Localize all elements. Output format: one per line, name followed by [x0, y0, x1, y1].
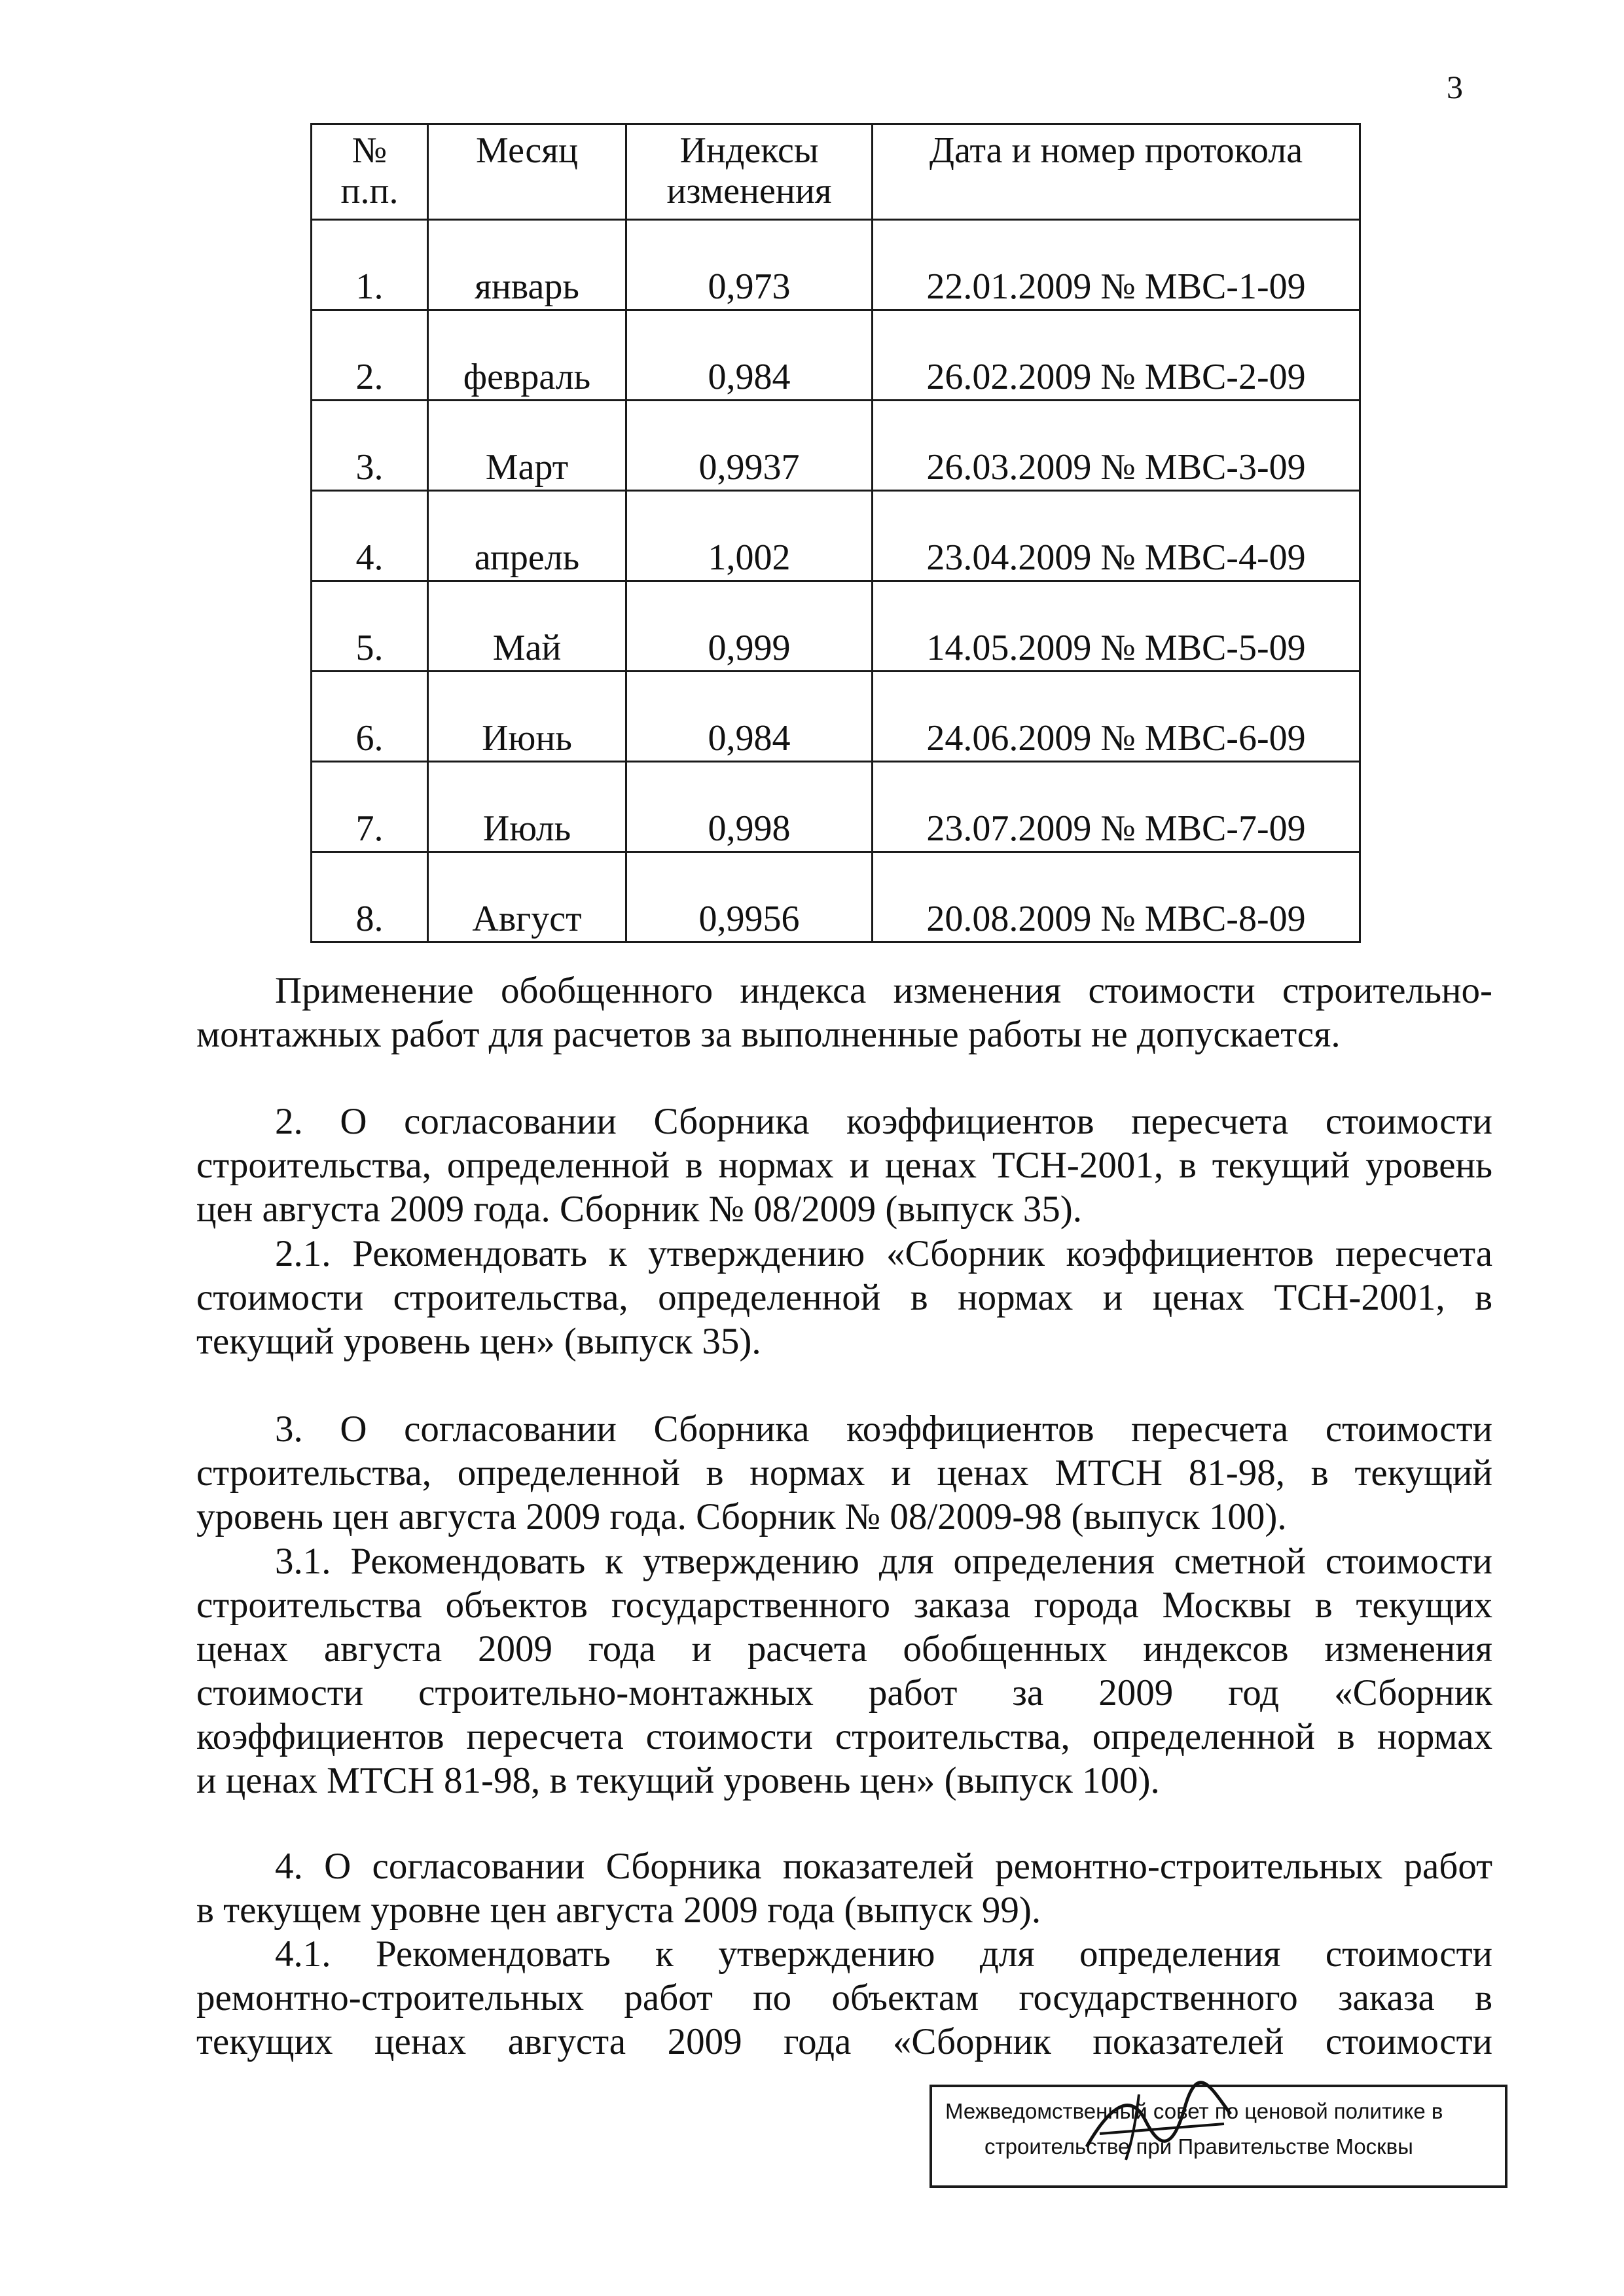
table-row — [312, 581, 1360, 672]
cell-number: 8. — [312, 852, 428, 942]
text-line: 4. О согласовании Сборника показателей ремонтно-строительных работ — [275, 1846, 1492, 1887]
table-row — [312, 401, 1360, 491]
text-line: ценах августа 2009 года и расчета обобщенных индексов изменения — [196, 1628, 1492, 1670]
signature — [1074, 2075, 1244, 2166]
cell-index: 1,002 — [626, 491, 873, 581]
cell-index: 0,998 — [626, 762, 873, 852]
text-line: и ценах МТСН 81-98, в текущий уровень цен» (выпуск 100). — [196, 1760, 1160, 1801]
text-line: уровень цен августа 2009 года. Сборник № 08/2009-98 (выпуск 100). — [196, 1496, 1287, 1537]
cell-number: 7. — [312, 762, 428, 852]
text-line: ремонтно-строительных работ по объектам государственного заказа в — [196, 1977, 1492, 2018]
text-line: 3. О согласовании Сборника коэффициентов пересчета стоимости — [275, 1408, 1492, 1450]
cell-number: 2. — [312, 310, 428, 401]
cell-protocol: 26.03.2009 № МВС-3-09 — [873, 401, 1360, 491]
cell-index: 0,984 — [626, 310, 873, 401]
page-number: 3 — [1447, 69, 1463, 105]
cell-month: Июль — [428, 762, 626, 852]
cell-month: февраль — [428, 310, 626, 401]
table-row — [312, 220, 1360, 310]
cell-index: 0,984 — [626, 672, 873, 762]
header-protocol: Дата и номер протокола — [873, 124, 1360, 220]
text-line: текущий уровень цен» (выпуск 35). — [196, 1321, 761, 1362]
cell-number: 1. — [312, 220, 428, 310]
text-line: Применение обобщенного индекса изменения стоимости строительно- — [275, 970, 1492, 1011]
text-line: монтажных работ для расчетов за выполненные работы не допускается. — [196, 1014, 1341, 1055]
cell-protocol: 22.01.2009 № МВС-1-09 — [873, 220, 1360, 310]
table-row — [312, 852, 1360, 942]
cell-number: 4. — [312, 491, 428, 581]
paragraph-section-3 — [196, 1407, 1492, 1539]
cell-protocol: 26.02.2009 № МВС-2-09 — [873, 310, 1360, 401]
index-table — [310, 123, 1361, 943]
cell-index: 0,9937 — [626, 401, 873, 491]
cell-protocol: 14.05.2009 № МВС-5-09 — [873, 581, 1360, 672]
cell-index: 0,9956 — [626, 852, 873, 942]
cell-number: 3. — [312, 401, 428, 491]
cell-protocol: 23.07.2009 № МВС-7-09 — [873, 762, 1360, 852]
cell-index: 0,973 — [626, 220, 873, 310]
text-line: строительства, определенной в нормах и ценах МТСН 81-98, в текущий — [196, 1452, 1492, 1494]
text-line: цен августа 2009 года. Сборник № 08/2009 (выпуск 35). — [196, 1189, 1083, 1230]
text-line: стоимости строительства, определенной в нормах и ценах ТСН-2001, в — [196, 1277, 1492, 1318]
cell-month: Март — [428, 401, 626, 491]
paragraph-section-4-1 — [196, 1932, 1492, 2064]
stamp-line-2: строительстве при Правительстве Москвы — [984, 2134, 1413, 2159]
cell-month: Август — [428, 852, 626, 942]
cell-protocol: 20.08.2009 № МВС-8-09 — [873, 852, 1360, 942]
text-line: в текущем уровне цен августа 2009 года (выпуск 99). — [196, 1890, 1041, 1931]
text-line: 2. О согласовании Сборника коэффициентов пересчета стоимости — [275, 1101, 1492, 1142]
cell-month: январь — [428, 220, 626, 310]
table-row — [312, 672, 1360, 762]
text-line: строительства, определенной в нормах и ценах ТСН-2001, в текущий уровень — [196, 1145, 1492, 1186]
table-row — [312, 310, 1360, 401]
text-line: стоимости строительно-монтажных работ за 2009 год «Сборник — [196, 1672, 1492, 1713]
cell-month: Июнь — [428, 672, 626, 762]
text-line: коэффициентов пересчета стоимости строительства, определенной в нормах — [196, 1716, 1492, 1757]
cell-number: 5. — [312, 581, 428, 672]
header-index: Индексы изменения — [626, 124, 873, 220]
text-line: текущих ценах августа 2009 года «Сборник показателей стоимости — [196, 2021, 1492, 2062]
paragraph-section-3-1 — [196, 1539, 1492, 1803]
cell-protocol: 24.06.2009 № МВС-6-09 — [873, 672, 1360, 762]
paragraph-section-2-1 — [196, 1232, 1492, 1363]
cell-month: Май — [428, 581, 626, 672]
header-number: № п.п. — [312, 124, 428, 220]
cell-month: апрель — [428, 491, 626, 581]
paragraph-section-2 — [196, 1100, 1492, 1231]
table-row — [312, 762, 1360, 852]
text-line: строительства объектов государственного заказа города Москвы в текущих — [196, 1585, 1492, 1626]
paragraph-section-4 — [196, 1844, 1492, 1932]
table-header-row — [312, 124, 1360, 220]
text-line: 3.1. Рекомендовать к утверждению для определения сметной стоимости — [275, 1541, 1492, 1582]
text-line: 4.1. Рекомендовать к утверждению для определения стоимости — [275, 1933, 1492, 1975]
cell-number: 6. — [312, 672, 428, 762]
header-month: Месяц — [428, 124, 626, 220]
cell-index: 0,999 — [626, 581, 873, 672]
cell-protocol: 23.04.2009 № МВС-4-09 — [873, 491, 1360, 581]
stamp-line-1: Межведомственный совет по ценовой политике в — [945, 2099, 1443, 2123]
table-row — [312, 491, 1360, 581]
paragraph-application — [196, 969, 1492, 1056]
text-line: 2.1. Рекомендовать к утверждению «Сборник коэффициентов пересчета — [275, 1233, 1492, 1274]
